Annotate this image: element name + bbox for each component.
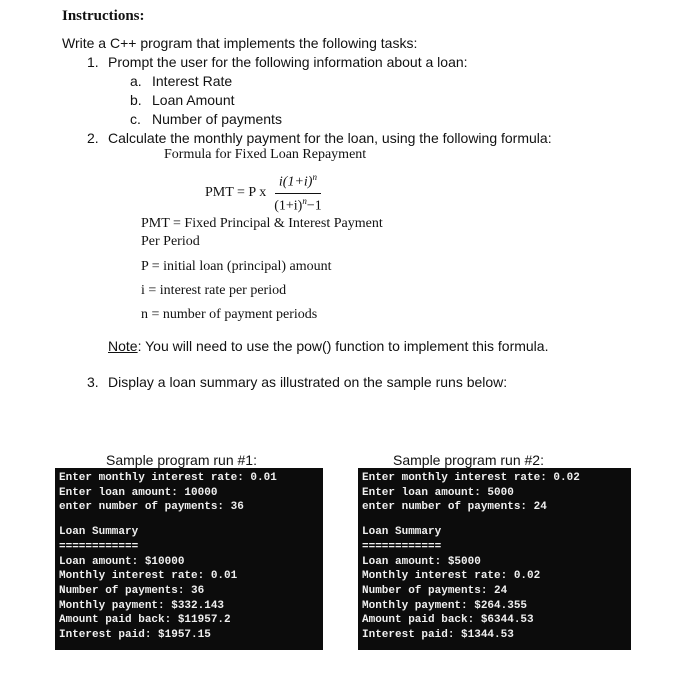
console-line: Amount paid back: $11957.2 bbox=[59, 614, 231, 627]
loan-formula bbox=[205, 172, 326, 214]
console-line: enter number of payments: 36 bbox=[59, 501, 244, 514]
subitem-b-text: Loan Amount bbox=[152, 92, 235, 108]
console-line: Monthly interest rate: 0.02 bbox=[362, 570, 541, 583]
console-line: Monthly payment: $332.143 bbox=[59, 599, 225, 612]
console-line: Enter loan amount: 10000 bbox=[59, 486, 218, 499]
console-line: Loan amount: $10000 bbox=[59, 555, 185, 568]
console-line: Enter loan amount: 5000 bbox=[362, 486, 514, 499]
sample-run-2-title: Sample program run #2: bbox=[393, 452, 544, 468]
loan-summary-title: Loan Summary bbox=[59, 526, 139, 539]
console-line: Enter monthly interest rate: 0.02 bbox=[362, 472, 580, 484]
sample-run-1-console bbox=[55, 468, 323, 650]
sample-run-2-console bbox=[358, 468, 631, 650]
console-line: Monthly payment: $264.355 bbox=[362, 599, 528, 612]
console-line: Amount paid back: $6344.53 bbox=[362, 614, 534, 627]
intro-text: Write a C++ program that implements the following tasks: bbox=[62, 35, 418, 51]
definition-pmt-line1: PMT = Fixed Principal & Interest Payment bbox=[141, 216, 383, 231]
formula-denominator: $(1+i)^n-1$ bbox=[274, 195, 322, 214]
formula-lhs: PMT = P x bbox=[205, 185, 267, 201]
definition-pmt-line2: Per Period bbox=[141, 234, 200, 249]
summary-separator: ============ bbox=[362, 540, 442, 553]
note bbox=[108, 338, 548, 354]
console-line: Number of payments: 36 bbox=[59, 584, 205, 597]
subitem-c-text: Number of payments bbox=[152, 111, 282, 127]
definition-p: P = initial loan (principal) amount bbox=[141, 259, 332, 274]
console-line: Loan amount: $5000 bbox=[362, 555, 481, 568]
subitem-b-letter: b. bbox=[130, 92, 142, 108]
task-3-text: Display a loan summary as illustrated on the sample runs below: bbox=[108, 374, 508, 390]
console-line: Monthly interest rate: 0.01 bbox=[59, 570, 238, 583]
sample-run-1-title: Sample program run #1: bbox=[106, 452, 257, 468]
subitem-c-letter: c. bbox=[130, 111, 141, 127]
console-line: Interest paid: $1957.15 bbox=[59, 629, 211, 642]
summary-separator: ============ bbox=[59, 540, 139, 553]
definition-i: i = interest rate per period bbox=[141, 283, 287, 298]
console-line: Enter monthly interest rate: 0.01 bbox=[59, 472, 277, 484]
task-1-text: Prompt the user for the following information about a loan: bbox=[108, 54, 468, 70]
task-1-number: 1. bbox=[87, 54, 99, 70]
console-line: Interest paid: $1344.53 bbox=[362, 629, 514, 642]
subitem-a-text: Interest Rate bbox=[152, 73, 233, 89]
note-label: Note bbox=[108, 338, 138, 354]
subitem-a-letter: a. bbox=[130, 73, 142, 89]
page-heading: Instructions: bbox=[62, 8, 145, 24]
loan-summary-title: Loan Summary bbox=[362, 526, 442, 539]
task-2-text: Calculate the monthly payment for the loan, using the following formula: bbox=[108, 130, 552, 146]
console-line: Number of payments: 24 bbox=[362, 584, 508, 597]
task-2-number: 2. bbox=[87, 130, 99, 146]
console-line: enter number of payments: 24 bbox=[362, 501, 547, 514]
note-text: : You will need to use the pow() function to implement this formula. bbox=[137, 338, 549, 354]
formula-numerator: $i(1+i)^n$ bbox=[275, 172, 321, 194]
formula-title: Formula for Fixed Loan Repayment bbox=[164, 147, 367, 162]
definition-n: n = number of payment periods bbox=[141, 307, 318, 322]
formula-fraction bbox=[270, 172, 326, 214]
task-3-number: 3. bbox=[87, 374, 99, 390]
